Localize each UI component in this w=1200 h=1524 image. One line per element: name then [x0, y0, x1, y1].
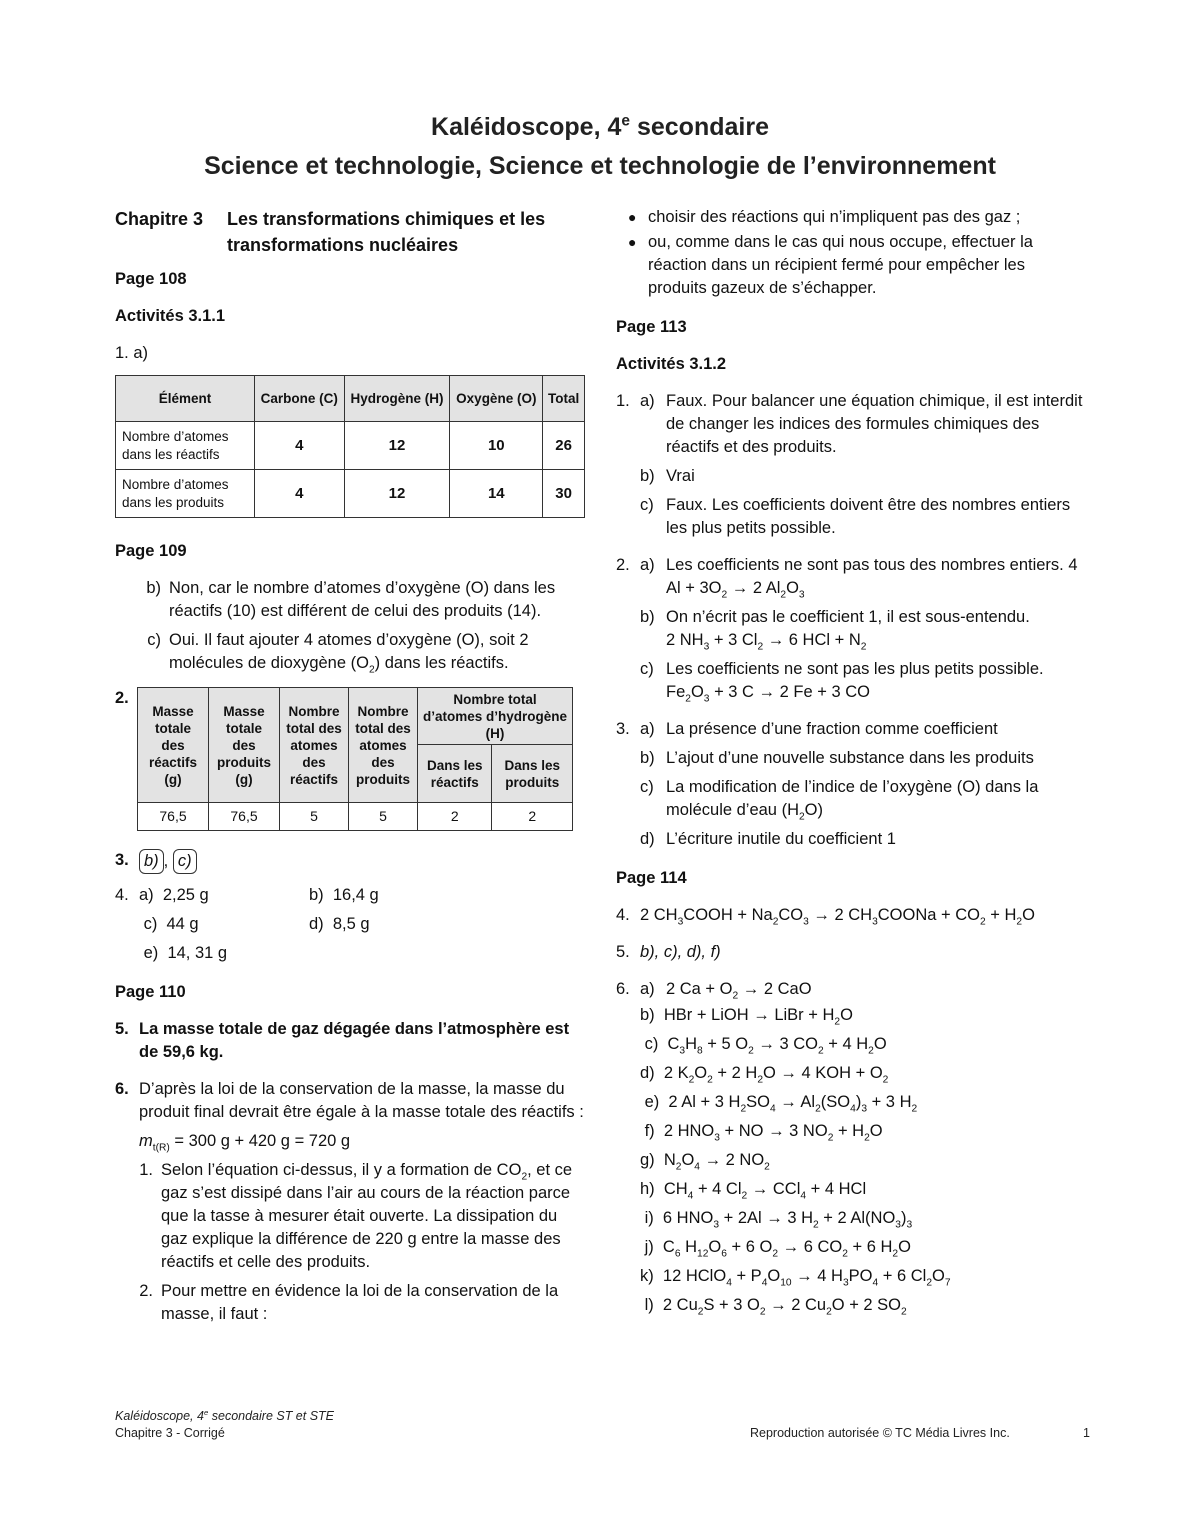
document-title: Kaléidoscope, 4e secondaire: [431, 112, 769, 141]
q6-equation: $m_{t(R)} = 300$ g + 420 g = 720 g: [139, 1132, 351, 1154]
r-q3c: c) La modification de l’indice de l’oxygène (O) dans la molécule d’eau $(H_2O)$: [640, 778, 1039, 823]
col-element: Élément: [116, 376, 255, 422]
table-row: Nombre d’atomes dans les produits 4 12 14 30: [116, 470, 585, 518]
r-q2b: b) On n’écrit pas le coefficient 1, il est sous-entendu. 2 $NH_3 + 3$ $Cl_2 \to 6$ HCl + $N_2$: [640, 608, 1030, 653]
page-number: 1: [1083, 1426, 1090, 1440]
q6-1-text: Selon l’équation ci-dessus, il y a formation de $CO_2$, et ce gaz s’est dissipé dans l’air au cours de la réaction parce que la tasse à mesurer était ouverte. La dissipation du gaz explique la différence de 220 g entre la masse des réactifs et celle des produits.: [161, 1161, 573, 1271]
col-oxygen: Oxygène (O): [450, 376, 543, 422]
document-subtitle: Science et technologie, Science et technologie de l’environnement: [204, 152, 996, 180]
r-q2a: 2. a) Les coefficients ne sont pas tous des nombres entiers. 4 $Al + 3O_2 \to 2$ $Al_2O_3$: [616, 556, 1078, 601]
r-q3d: d) L’écriture inutile du coefficient 1: [640, 830, 896, 848]
q6-1: 1. Selon l’équation ci-dessus, il y a formation de $CO_2$, et ce gaz s’est dissipé dans l’air au cours de la réaction parce que la tasse à mesurer était ouverte. La dissipation du gaz explique la différence de 220 g entre la masse des réactifs et celle des produits.: [115, 1159, 585, 1274]
bullet-2: ● ou, comme dans le cas qui nous occupe, effectuer la réaction dans un récipient fermé pour empêcher les produits gazeux de s’échapper.: [628, 233, 1033, 297]
q6-2: 2. Pour mettre en évidence la loi de la conservation de la masse, il faut :: [139, 1282, 559, 1323]
chapter-label: Chapitre 3: [115, 209, 204, 229]
left-column: [115, 206, 585, 1326]
q1c-text: Oui. Il faut ajouter 4 atomes d’oxygène (O), soit 2 molécules de dioxygène $(O_2)$ dans les réactifs.: [169, 631, 529, 676]
q5: 5. La masse totale de gaz dégagée dans l’atmosphère est de 59,6 kg.: [115, 1020, 570, 1061]
r-q4: 4. 2 $CH_3COOH + Na_2CO_3 \to 2$ $CH_3COONa + CO_2 + H_2O$: [616, 906, 1035, 928]
page-110-heading: Page 110: [115, 983, 186, 1001]
bullet-1: ● choisir des réactions qui n’impliquent pas des gaz ;: [628, 208, 1021, 226]
page-114-heading: Page 114: [616, 869, 687, 887]
q1b: b) Non, car le nombre d’atomes d’oxygène (O) dans les réactifs (10) est différent de celui des produits (14).: [146, 579, 556, 620]
q6: 6. D’après la loi de la conservation de la masse, la masse du produit final devrait être égale à la masse totale des réactifs :: [115, 1080, 584, 1121]
r-q6-list: b) HBr + LiOH → LiBr + $H_2O$ c) $C_3H_8 + 5$ $O_2 \to 3$ $CO_2 + 4$ $H_2O$ d) 2 $K_2O_2 + 2$ $H_2O \to 4$ KOH + $O_2$ e) 2 Al + 3 $H_2SO_4 \to Al_2(SO_4)_3 + 3$ $H_2$ f) 2 $HNO_3$ + NO → 3 $NO_2 + H_2O$ g) $N_2O_4 \to 2$ $NO_2$ h) $CH_4 + 4$ $Cl_2 \to CCl_4 + 4$ HCl i) 6 $HNO_3 + 2Al \to 3$ $H_2 + 2$ $Al(NO_3)_3$ j) $C_6$ $H_{12}O_6 + 6$ $O_2 \to 6$ $CO_2 + 6$ $H_2O$ k) 12 HClO$_4$ + $P_4O_{10} \to 4$ $H_3PO_4 + 6$ $Cl_2O_7$ l) 2 $Cu_2S + 3$ $O_2 \to 2$ $Cu_2O + 2$ $SO_2$: [640, 1006, 951, 1318]
r-q5: 5. b), c), d), f): [616, 943, 721, 961]
answer-box-c: c): [173, 849, 197, 874]
atoms-table: [115, 375, 585, 518]
right-column: [616, 206, 1086, 1320]
q1c: c) Oui. Il faut ajouter 4 atomes d’oxygène (O), soit 2 molécules de dioxygène $(O_2)$ dans les réactifs.: [115, 629, 585, 675]
activities-3-1-1: Activités 3.1.1: [115, 307, 226, 325]
table-row: Nombre d’atomes dans les réactifs 4 12 10 26: [116, 422, 585, 470]
document-header: [0, 108, 1200, 186]
footer-chapter: Chapitre 3 - Corrigé: [115, 1426, 225, 1440]
page-113-heading: Page 113: [616, 318, 687, 336]
footer-book: Kaléidoscope, 4e secondaire ST et STE: [115, 1407, 335, 1423]
chapter-heading: [115, 206, 585, 258]
page-footer: [115, 1408, 1090, 1442]
col-carbon: Carbone (C): [255, 376, 345, 422]
table-row: 76,5 76,5 5 5 2 2: [138, 803, 573, 831]
col-total: Total: [543, 376, 585, 422]
q2: 2. Masse totale des réactifs (g) Masse totale des produits (g) Nombre total des atomes des réactifs Nombre total des atomes des produits Nombre total d’atomes d’hydrogène (H) Dans les réactifs Dans les produits 76,5 76,5 5 5 2 2: [115, 687, 585, 831]
q1a-label: 1. a): [115, 344, 149, 362]
footer-rights: Reproduction autorisée © TC Média Livres Inc.: [750, 1426, 1010, 1440]
r-q1c: c) Faux. Les coefficients doivent être des nombres entiers les plus petits possible.: [640, 496, 1071, 537]
r-q1b: b) Vrai: [640, 467, 695, 485]
page-109-heading: Page 109: [115, 542, 187, 560]
r-q3b: b) L’ajout d’une nouvelle substance dans les produits: [640, 749, 1034, 767]
col-hydrogen: Hydrogène (H): [344, 376, 450, 422]
activities-3-1-2: Activités 3.1.2: [616, 355, 727, 373]
q4: 4. a) 2,25 g b) 16,4 g c) 44 g d) 8,5 g e) 14, 31 g: [115, 886, 379, 962]
r-q1a: 1. a) Faux. Pour balancer une équation chimique, il est interdit de changer les indices des formules chimiques des réactifs et des produits.: [616, 392, 1083, 456]
chapter-title: Les transformations chimiques et les transformations nucléaires: [227, 209, 546, 255]
r-q3a: 3. a) La présence d’une fraction comme coefficient: [616, 720, 998, 738]
q3: 3. b) , c): [115, 849, 585, 874]
r-q6: 6. a) 2 $Ca + O_2 \to 2$ CaO: [616, 980, 812, 1002]
answer-box-b: b): [139, 849, 164, 874]
r-q2c: c) Les coefficients ne sont pas les plus petits possible. $Fe_2O_3 + 3$ C → 2 Fe + 3 CO: [640, 660, 1044, 705]
mass-table: Masse totale des réactifs (g) Masse totale des produits (g) Nombre total des atomes des réactifs Nombre total des atomes des produits Nombre total d’atomes d’hydrogène (H) Dans les réactifs Dans les produits 76,5 76,5 5 5 2 2: [137, 687, 573, 831]
page-108-heading: Page 108: [115, 270, 187, 288]
